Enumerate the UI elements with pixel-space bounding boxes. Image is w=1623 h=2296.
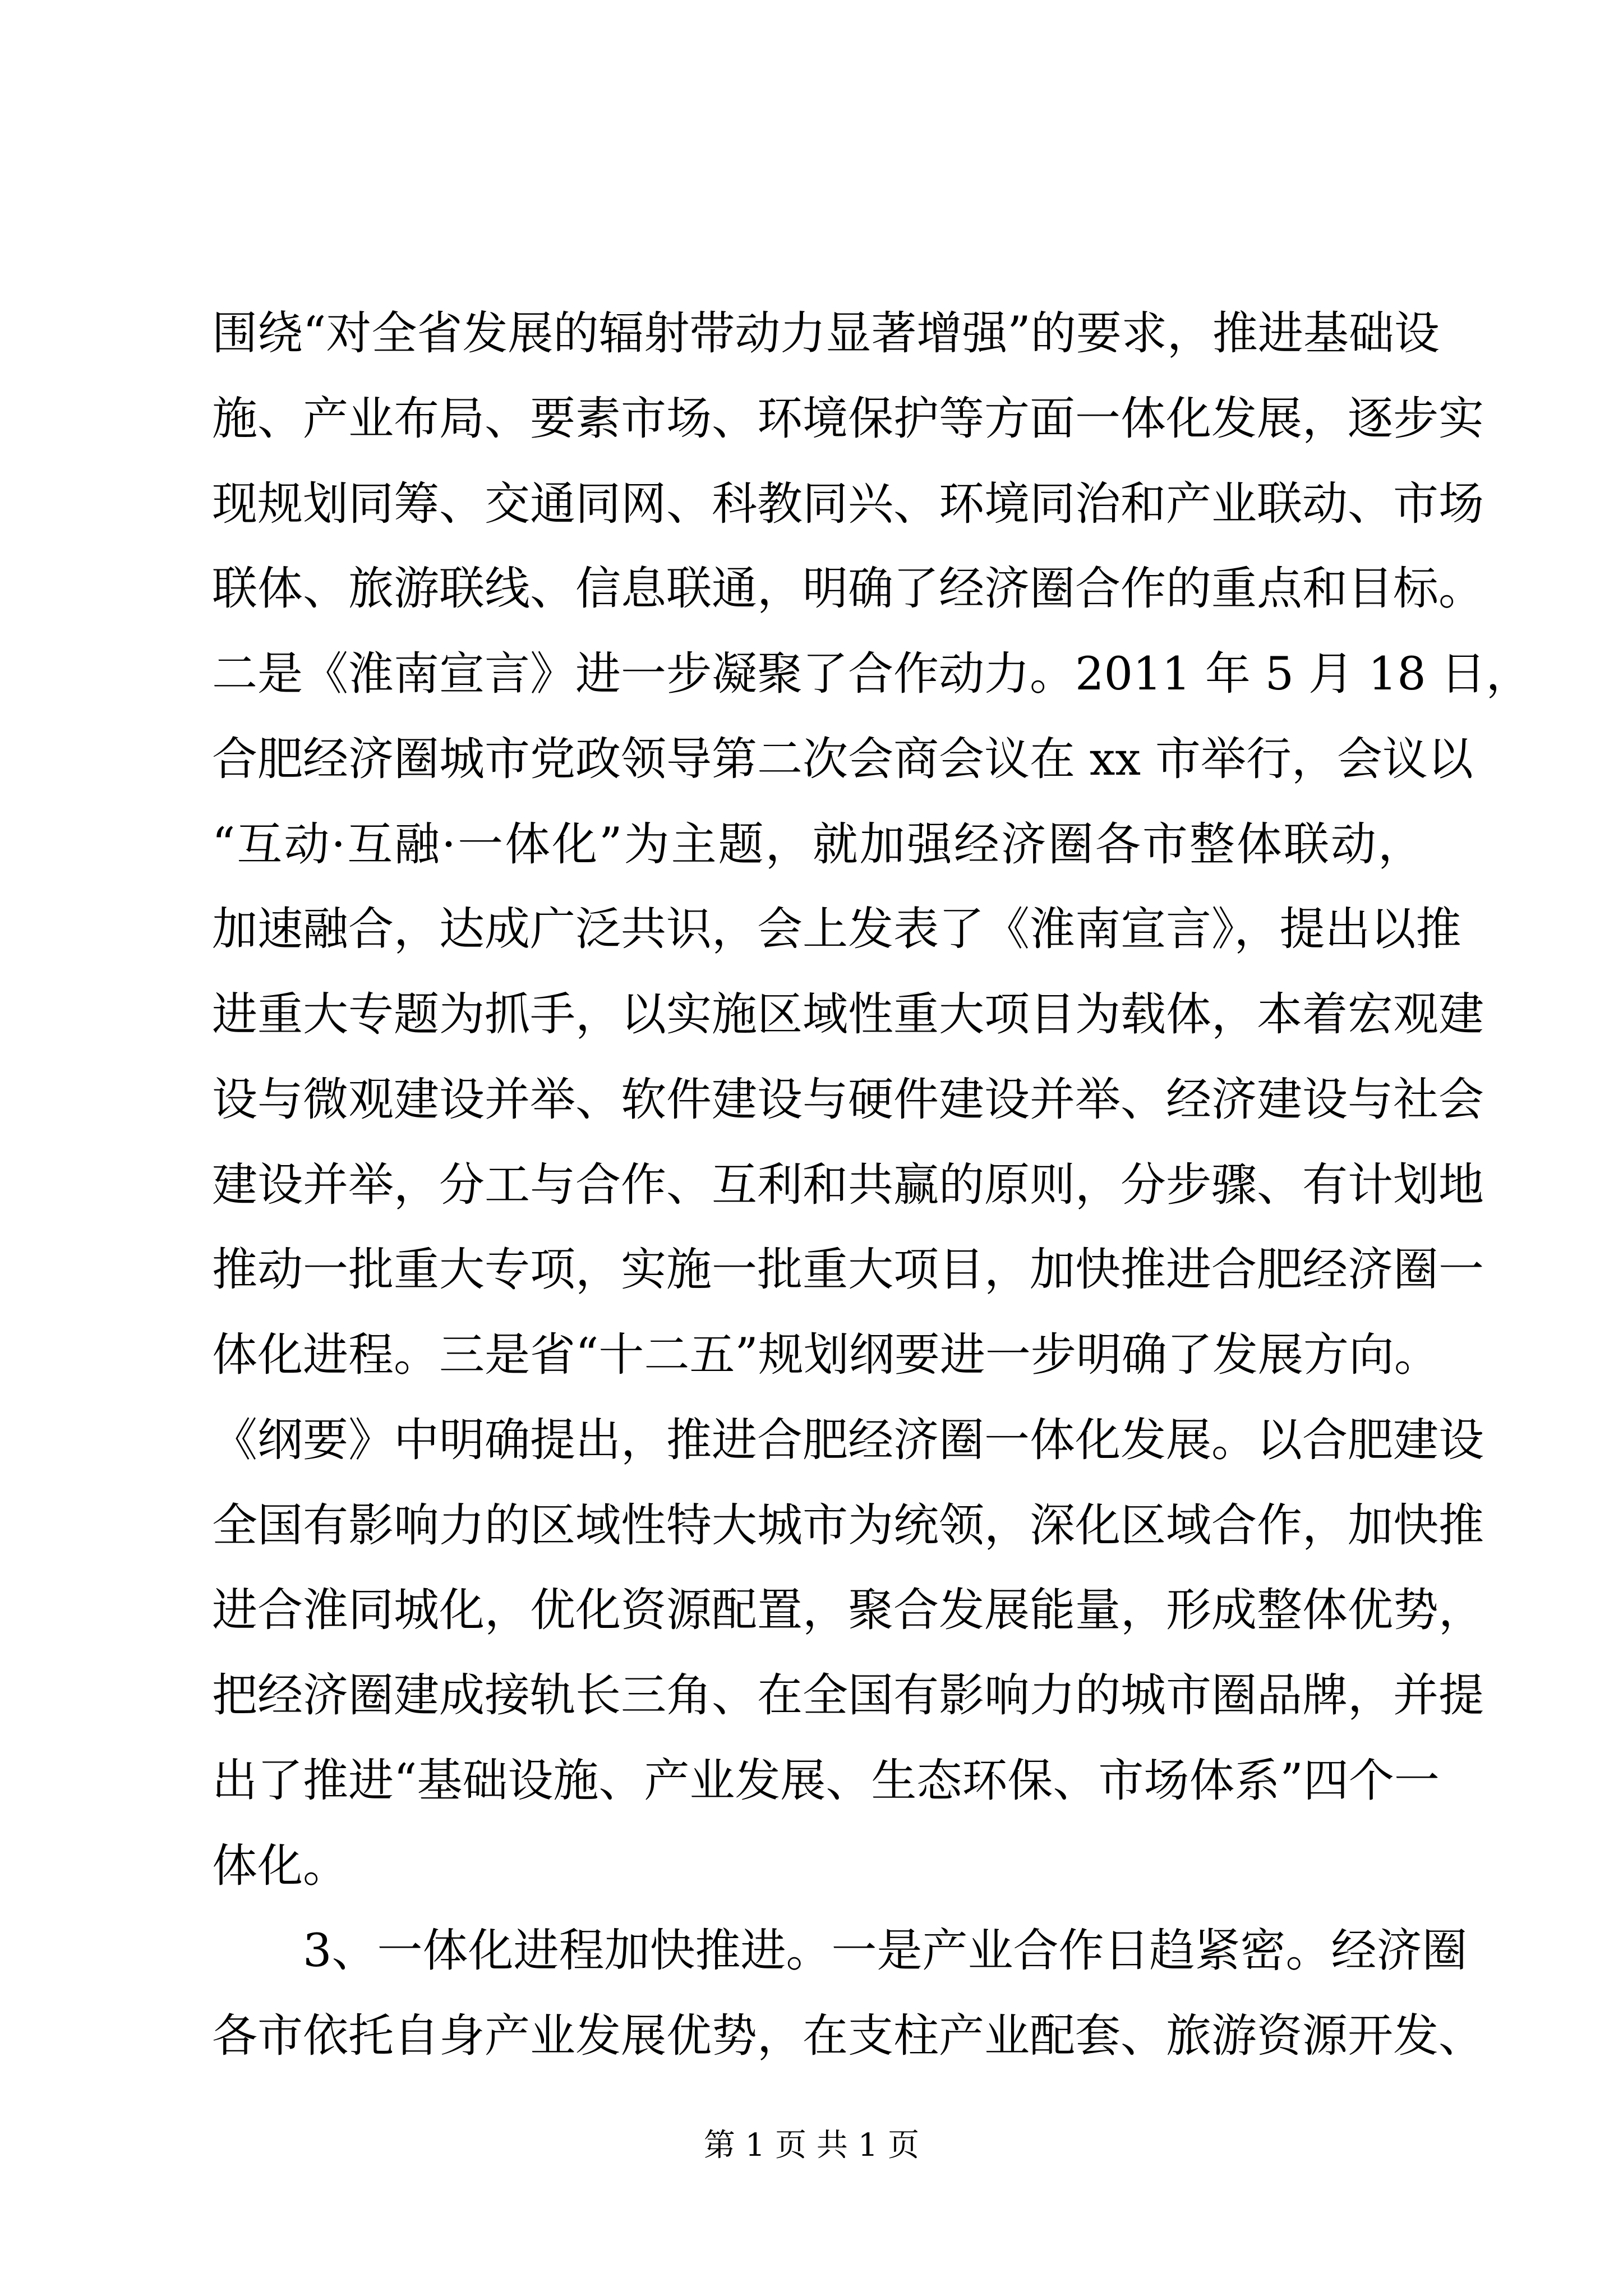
text-line: 《纲要》中明确提出，推进合肥经济圈一体化发展。以合肥建设 [212, 1414, 1484, 1467]
text-line: 3、一体化进程加快推进。一是产业合作日趋紧密。经济圈 [303, 1925, 1468, 1977]
text-line: 设与微观建设并举、软件建设与硬件建设并举、经济建设与社会 [212, 1074, 1484, 1126]
text-line: 联体、旅游联线、信息联通，明确了经济圈合作的重点和目标。 [212, 563, 1484, 615]
text-line: “互动·互融·一体化”为主题，就加强经济圈各市整体联动， [212, 818, 1423, 871]
text-line: 合肥经济圈城市党政领导第二次会商会议在 xx 市举行，会议以 [212, 733, 1473, 786]
page-footer: 第 1 页 共 1 页 [703, 2127, 920, 2164]
text-line: 现规划同筹、交通同网、科教同兴、环境同治和产业联动、市场 [212, 478, 1484, 531]
text-line: 加速融合，达成广泛共识，会上发表了《淮南宣言》，提出以推 [212, 903, 1461, 956]
text-line: 出了推进“基础设施、产业发展、生态环保、市场体系”四个一 [212, 1755, 1440, 1807]
text-line: 进重大专题为抓手，以实施区域性重大项目为载体，本着宏观建 [212, 988, 1484, 1041]
text-line: 建设并举，分工与合作、互利和共赢的原则，分步骤、有计划地 [212, 1159, 1484, 1212]
text-line: 围绕“对全省发展的辐射带动力显著增强”的要求，推进基础设 [212, 307, 1440, 360]
text-line: 推动一批重大专项，实施一批重大项目，加快推进合肥经济圈一 [212, 1244, 1484, 1296]
text-line: 进合淮同城化，优化资源配置，聚合发展能量，形成整体优势， [212, 1584, 1484, 1637]
text-line: 施、产业布局、要素市场、环境保护等方面一体化发展，逐步实 [212, 393, 1484, 445]
text-line: 二是《淮南宣言》进一步凝聚了合作动力。2011 年 5 月 18 日， [212, 648, 1532, 701]
text-line: 把经济圈建成接轨长三角、在全国有影响力的城市圈品牌，并提 [212, 1669, 1484, 1722]
text-line: 体化进程。三是省“十二五”规划纲要进一步明确了发展方向。 [212, 1329, 1440, 1382]
text-line: 全国有影响力的区域性特大城市为统领，深化区域合作，加快推 [212, 1499, 1484, 1552]
text-line: 体化。 [212, 1840, 349, 1893]
text-line: 各市依托自身产业发展优势，在支柱产业配套、旅游资源开发、 [212, 2010, 1484, 2063]
